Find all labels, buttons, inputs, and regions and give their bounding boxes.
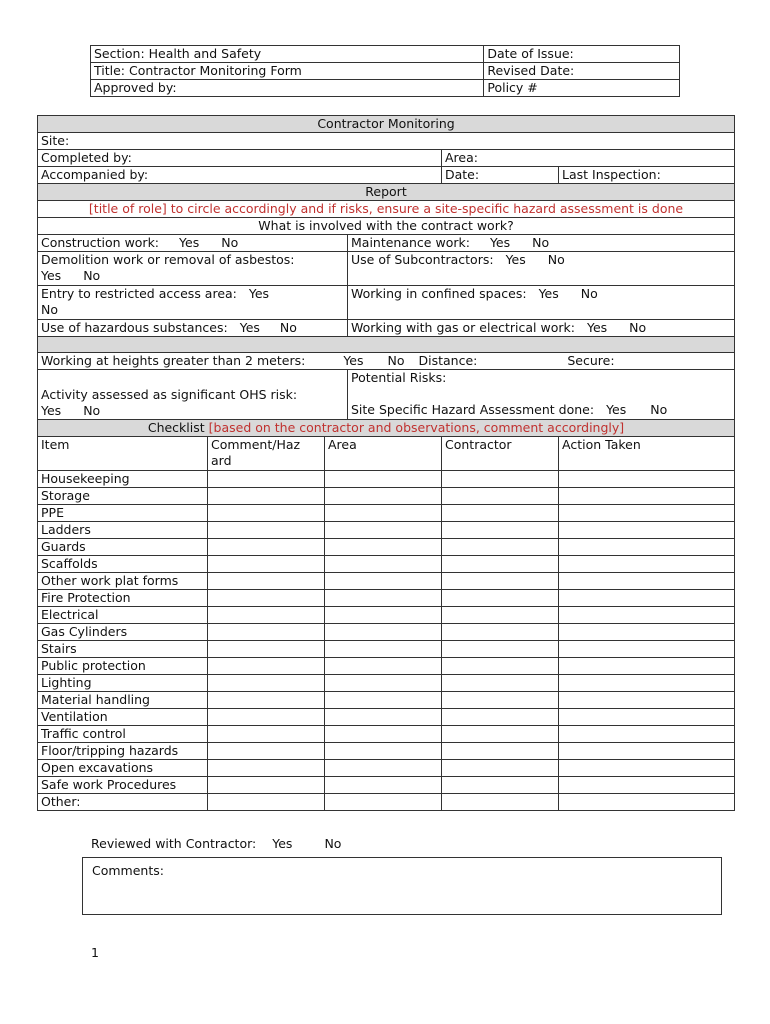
checklist-contractor-cell[interactable] [442,726,559,743]
checklist-action-cell[interactable] [559,658,735,675]
checklist-row [38,760,735,777]
checklist-item-cell: Floor/tripping hazards [38,743,208,760]
checklist-area-cell[interactable] [325,709,442,726]
policy-label: Policy # [484,80,680,97]
date-of-issue-label: Date of Issue: [484,46,680,63]
checklist-action-cell[interactable] [559,675,735,692]
checklist-item-cell: Scaffolds [38,556,208,573]
checklist-row [38,556,735,573]
checklist-area-cell[interactable] [325,675,442,692]
completed-by-field[interactable]: Completed by: [38,150,442,167]
checklist-comment-cell[interactable] [208,709,325,726]
instruction-text: [title of role] to circle accordingly and if risks, ensure a site-specific hazard assessment is done [38,201,735,218]
checklist-item-cell: Fire Protection [38,590,208,607]
form-title: Contractor Monitoring [38,116,735,133]
checklist-row [38,539,735,556]
checklist-row [38,709,735,726]
checklist-comment-cell[interactable] [208,641,325,658]
checklist-item-cell: Material handling [38,692,208,709]
checklist-comment-cell[interactable] [208,777,325,794]
checklist-comment-cell[interactable] [208,743,325,760]
checklist-item-cell: Guards [38,539,208,556]
checklist-comment-cell[interactable] [208,488,325,505]
checklist-area-cell[interactable] [325,573,442,590]
checklist-item-cell: Ventilation [38,709,208,726]
checklist-action-cell[interactable] [559,692,735,709]
area-field[interactable]: Area: [442,150,735,167]
checklist-area-cell[interactable] [325,522,442,539]
checklist-area-cell[interactable] [325,539,442,556]
significant-risk-field[interactable]: Activity assessed as significant OHS risk: Yes No [38,370,348,420]
checklist-area-cell[interactable] [325,556,442,573]
checklist-header-comment: Comment/Haz ard [208,437,325,471]
checklist-contractor-cell[interactable] [442,794,559,811]
checklist-action-cell[interactable] [559,488,735,505]
checklist-row [38,505,735,522]
checklist-action-cell[interactable] [559,624,735,641]
comments-label: Comments: [92,863,164,878]
checklist-comment-cell[interactable] [208,760,325,777]
confined-spaces-field[interactable]: Working in confined spaces: Yes No [348,286,735,320]
checklist-contractor-cell[interactable] [442,675,559,692]
checklist-item-cell: PPE [38,505,208,522]
checklist-contractor-cell[interactable] [442,522,559,539]
hazardous-substances-field[interactable]: Use of hazardous substances: Yes No [38,320,348,337]
checklist-row [38,794,735,811]
gas-electrical-field[interactable]: Working with gas or electrical work: Yes No [348,320,735,337]
checklist-contractor-cell[interactable] [442,590,559,607]
checklist-contractor-cell[interactable] [442,488,559,505]
checklist-contractor-cell[interactable] [442,760,559,777]
document-header-table [90,45,680,97]
checklist-item-cell: Safe work Procedures [38,777,208,794]
checklist-comment-cell[interactable] [208,658,325,675]
checklist-item-cell: Storage [38,488,208,505]
checklist-action-cell[interactable] [559,539,735,556]
maintenance-work-field[interactable]: Maintenance work: Yes No [348,235,735,252]
potential-risks-field[interactable]: Potential Risks: Site Specific Hazard Assessment done: Yes No [348,370,735,420]
restricted-access-field[interactable]: Entry to restricted access area: Yes No [38,286,348,320]
checklist-header-contractor: Contractor [442,437,559,471]
checklist-row [38,624,735,641]
checklist-comment-cell[interactable] [208,692,325,709]
checklist-comment-cell[interactable] [208,726,325,743]
last-inspection-field[interactable]: Last Inspection: [559,167,735,184]
checklist-action-cell[interactable] [559,607,735,624]
checklist-item-cell: Open excavations [38,760,208,777]
checklist-action-cell[interactable] [559,590,735,607]
comments-box[interactable] [82,857,722,915]
page-number: 1 [91,945,99,960]
checklist-item-cell: Gas Cylinders [38,624,208,641]
checklist-row [38,488,735,505]
checklist-action-cell[interactable] [559,760,735,777]
checklist-row [38,675,735,692]
checklist-header-action: Action Taken [559,437,735,471]
checklist-row [38,607,735,624]
checklist-comment-cell[interactable] [208,675,325,692]
checklist-comment-cell[interactable] [208,573,325,590]
checklist-action-cell[interactable] [559,641,735,658]
checklist-contractor-cell[interactable] [442,709,559,726]
checklist-action-cell[interactable] [559,556,735,573]
checklist-row [38,658,735,675]
accompanied-by-field[interactable]: Accompanied by: [38,167,442,184]
checklist-comment-cell[interactable] [208,522,325,539]
checklist-area-cell[interactable] [325,692,442,709]
checklist-comment-cell[interactable] [208,471,325,488]
checklist-area-cell[interactable] [325,624,442,641]
working-at-heights-field[interactable]: Working at heights greater than 2 meters: Yes No Distance: Secure: [38,353,735,370]
checklist-contractor-cell[interactable] [442,471,559,488]
checklist-action-cell[interactable] [559,709,735,726]
checklist-area-cell[interactable] [325,658,442,675]
checklist-item-cell: Stairs [38,641,208,658]
checklist-comment-cell[interactable] [208,556,325,573]
checklist-row [38,471,735,488]
date-field[interactable]: Date: [442,167,559,184]
checklist-row [38,522,735,539]
checklist-contractor-cell[interactable] [442,658,559,675]
checklist-action-cell[interactable] [559,573,735,590]
checklist-action-cell[interactable] [559,522,735,539]
checklist-area-cell[interactable] [325,471,442,488]
site-field[interactable]: Site: [38,133,735,150]
subcontractors-field[interactable]: Use of Subcontractors: Yes No [348,252,735,286]
question-text: What is involved with the contract work? [38,218,735,235]
checklist-comment-cell[interactable] [208,590,325,607]
checklist-item-cell: Public protection [38,658,208,675]
checklist-area-cell[interactable] [325,590,442,607]
demolition-work-field[interactable]: Demolition work or removal of asbestos: Yes No [38,252,348,286]
checklist-area-cell[interactable] [325,488,442,505]
checklist-comment-cell[interactable] [208,539,325,556]
checklist-comment-cell[interactable] [208,794,325,811]
checklist-header-area: Area [325,437,442,471]
checklist-action-cell[interactable] [559,794,735,811]
checklist-item-cell: Housekeeping [38,471,208,488]
checklist-row [38,743,735,760]
report-heading: Report [38,184,735,201]
checklist-item-cell: Other: [38,794,208,811]
checklist-item-cell: Lighting [38,675,208,692]
checklist-row [38,726,735,743]
checklist-contractor-cell[interactable] [442,743,559,760]
construction-work-field[interactable]: Construction work: Yes No [38,235,348,252]
checklist-action-cell[interactable] [559,505,735,522]
checklist-comment-cell[interactable] [208,624,325,641]
checklist-area-cell[interactable] [325,641,442,658]
checklist-heading: Checklist [based on the contractor and observations, comment accordingly] [38,420,735,437]
checklist-rows [38,471,735,811]
checklist-action-cell[interactable] [559,743,735,760]
checklist-contractor-cell[interactable] [442,556,559,573]
checklist-comment-cell[interactable] [208,607,325,624]
checklist-area-cell[interactable] [325,794,442,811]
checklist-area-cell[interactable] [325,777,442,794]
checklist-action-cell[interactable] [559,726,735,743]
section-divider [38,337,735,353]
checklist-row [38,777,735,794]
checklist-contractor-cell[interactable] [442,624,559,641]
section-label: Section: Health and Safety [91,46,484,63]
checklist-row [38,692,735,709]
checklist-area-cell[interactable] [325,760,442,777]
checklist-item-cell: Traffic control [38,726,208,743]
checklist-item-cell: Electrical [38,607,208,624]
checklist-row [38,590,735,607]
checklist-area-cell[interactable] [325,607,442,624]
checklist-contractor-cell[interactable] [442,573,559,590]
revised-date-label: Revised Date: [484,63,680,80]
title-label: Title: Contractor Monitoring Form [91,63,484,80]
checklist-action-cell[interactable] [559,777,735,794]
checklist-contractor-cell[interactable] [442,641,559,658]
checklist-comment-cell[interactable] [208,505,325,522]
approved-by-label: Approved by: [91,80,484,97]
checklist-contractor-cell[interactable] [442,607,559,624]
checklist-contractor-cell[interactable] [442,539,559,556]
checklist-item-cell: Ladders [38,522,208,539]
reviewed-with-contractor[interactable]: Reviewed with Contractor: Yes No [91,836,342,851]
checklist-contractor-cell[interactable] [442,505,559,522]
checklist-row [38,641,735,658]
checklist-area-cell[interactable] [325,726,442,743]
checklist-action-cell[interactable] [559,471,735,488]
contractor-monitoring-form [37,115,735,811]
checklist-contractor-cell[interactable] [442,777,559,794]
checklist-contractor-cell[interactable] [442,692,559,709]
checklist-row [38,573,735,590]
checklist-item-cell: Other work plat forms [38,573,208,590]
checklist-area-cell[interactable] [325,505,442,522]
checklist-header-item: Item [38,437,208,471]
checklist-area-cell[interactable] [325,743,442,760]
